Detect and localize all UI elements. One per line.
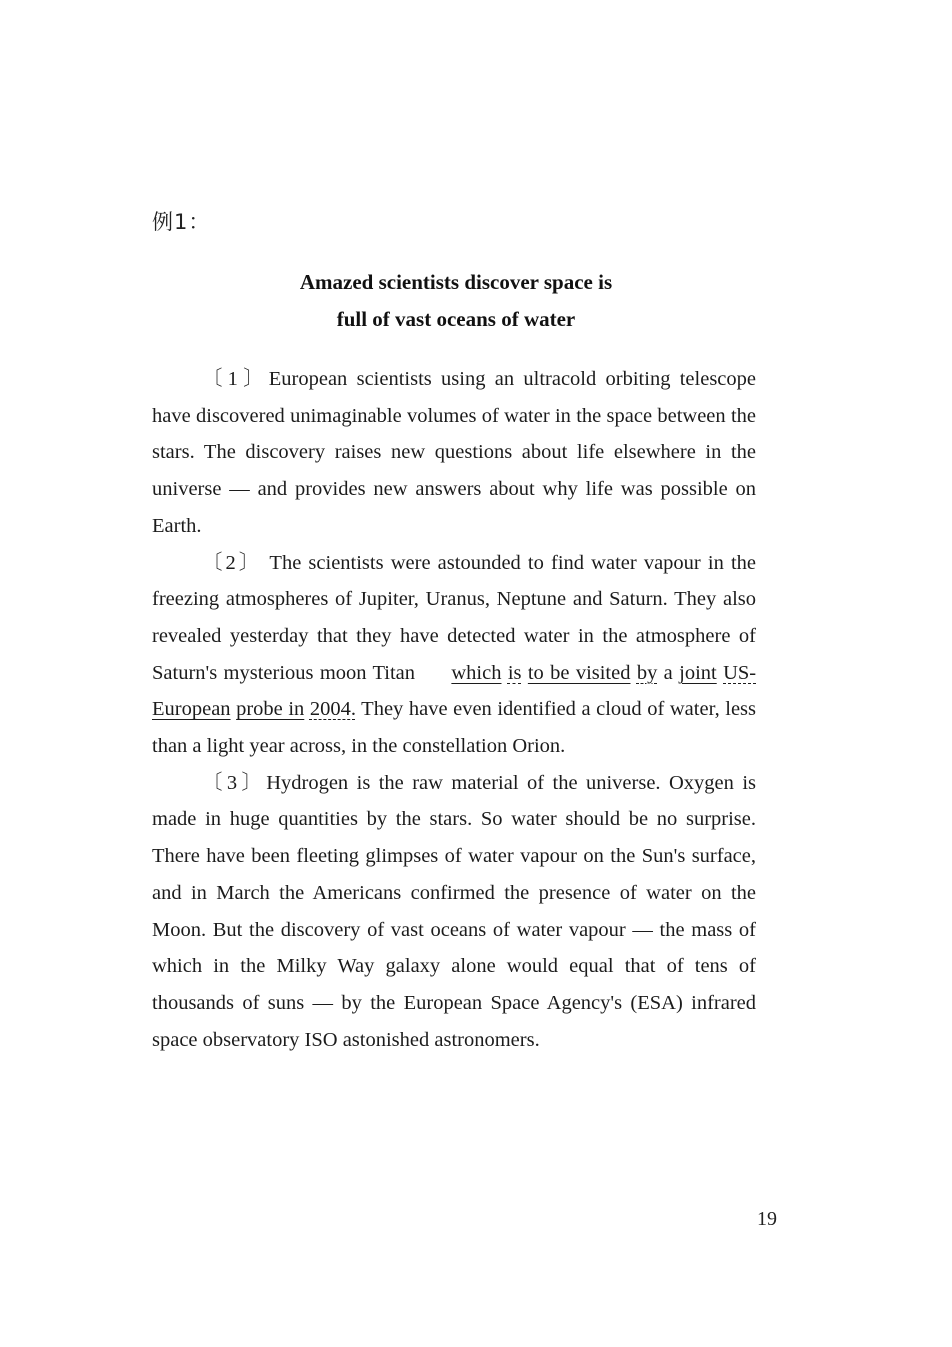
article-body xyxy=(152,361,756,1058)
paragraph-marker: 〔2〕 xyxy=(202,551,263,574)
page-number: 19 xyxy=(757,1208,777,1230)
underlined-which: which xyxy=(451,661,502,684)
title-line-2: full of vast oceans of water xyxy=(336,307,576,331)
underlined-joint: joint xyxy=(679,661,717,684)
underlined-probe: probe in xyxy=(236,698,305,721)
paragraph-marker: 〔1〕 xyxy=(202,368,269,390)
plain-a: a xyxy=(663,661,673,684)
paragraph-2 xyxy=(152,545,756,765)
paragraph-1 xyxy=(152,361,756,545)
underlined-us: US- xyxy=(723,661,757,684)
paragraph-text-tail: They have even identified a cloud of water, less than a light year across, in the constellation Orion. xyxy=(152,698,757,758)
underlined-european: European xyxy=(152,698,231,721)
paragraph-marker: 〔3〕 xyxy=(202,771,267,794)
paragraph-3 xyxy=(152,765,756,1059)
underlined-by: by xyxy=(636,661,658,684)
paragraph-text: The scientists were astounded to find water vapour in the freezing atmospheres of Jupiter, Uranus, Neptune and Saturn. They also revealed yesterday that they have detected water in the atmosphere of Saturn's mysterious moon Titan xyxy=(152,551,757,684)
article-title xyxy=(150,264,762,338)
underlined-is: is xyxy=(507,661,522,684)
paragraph-text: European scientists using an ultracold orbiting telescope have discovered unimaginable volumes of water in the space between the stars. The discovery raises new questions about life elsewhere in the universe — and provides new answers about why life was possible on Earth. xyxy=(152,368,757,537)
example-label: 例1： xyxy=(152,210,211,234)
underlined-year: 2004. xyxy=(309,698,356,721)
title-line-1: Amazed scientists discover space is xyxy=(299,270,613,294)
underlined-to-be-visited: to be visited xyxy=(527,661,631,684)
paragraph-text: Hydrogen is the raw material of the universe. Oxygen is made in huge quantities by the stars. So water should be no surprise. There have been fleeting glimpses of water vapour on the Sun's surface, and in March the Americans confirmed the presence of water on the Moon. But the discovery of vast oceans of water vapour — the mass of which in the Milky Way galaxy alone would equal that of tens of thousands of suns — by the European Space Agency's (ESA) infrared space observatory ISO astonished astronomers. xyxy=(152,771,757,1051)
